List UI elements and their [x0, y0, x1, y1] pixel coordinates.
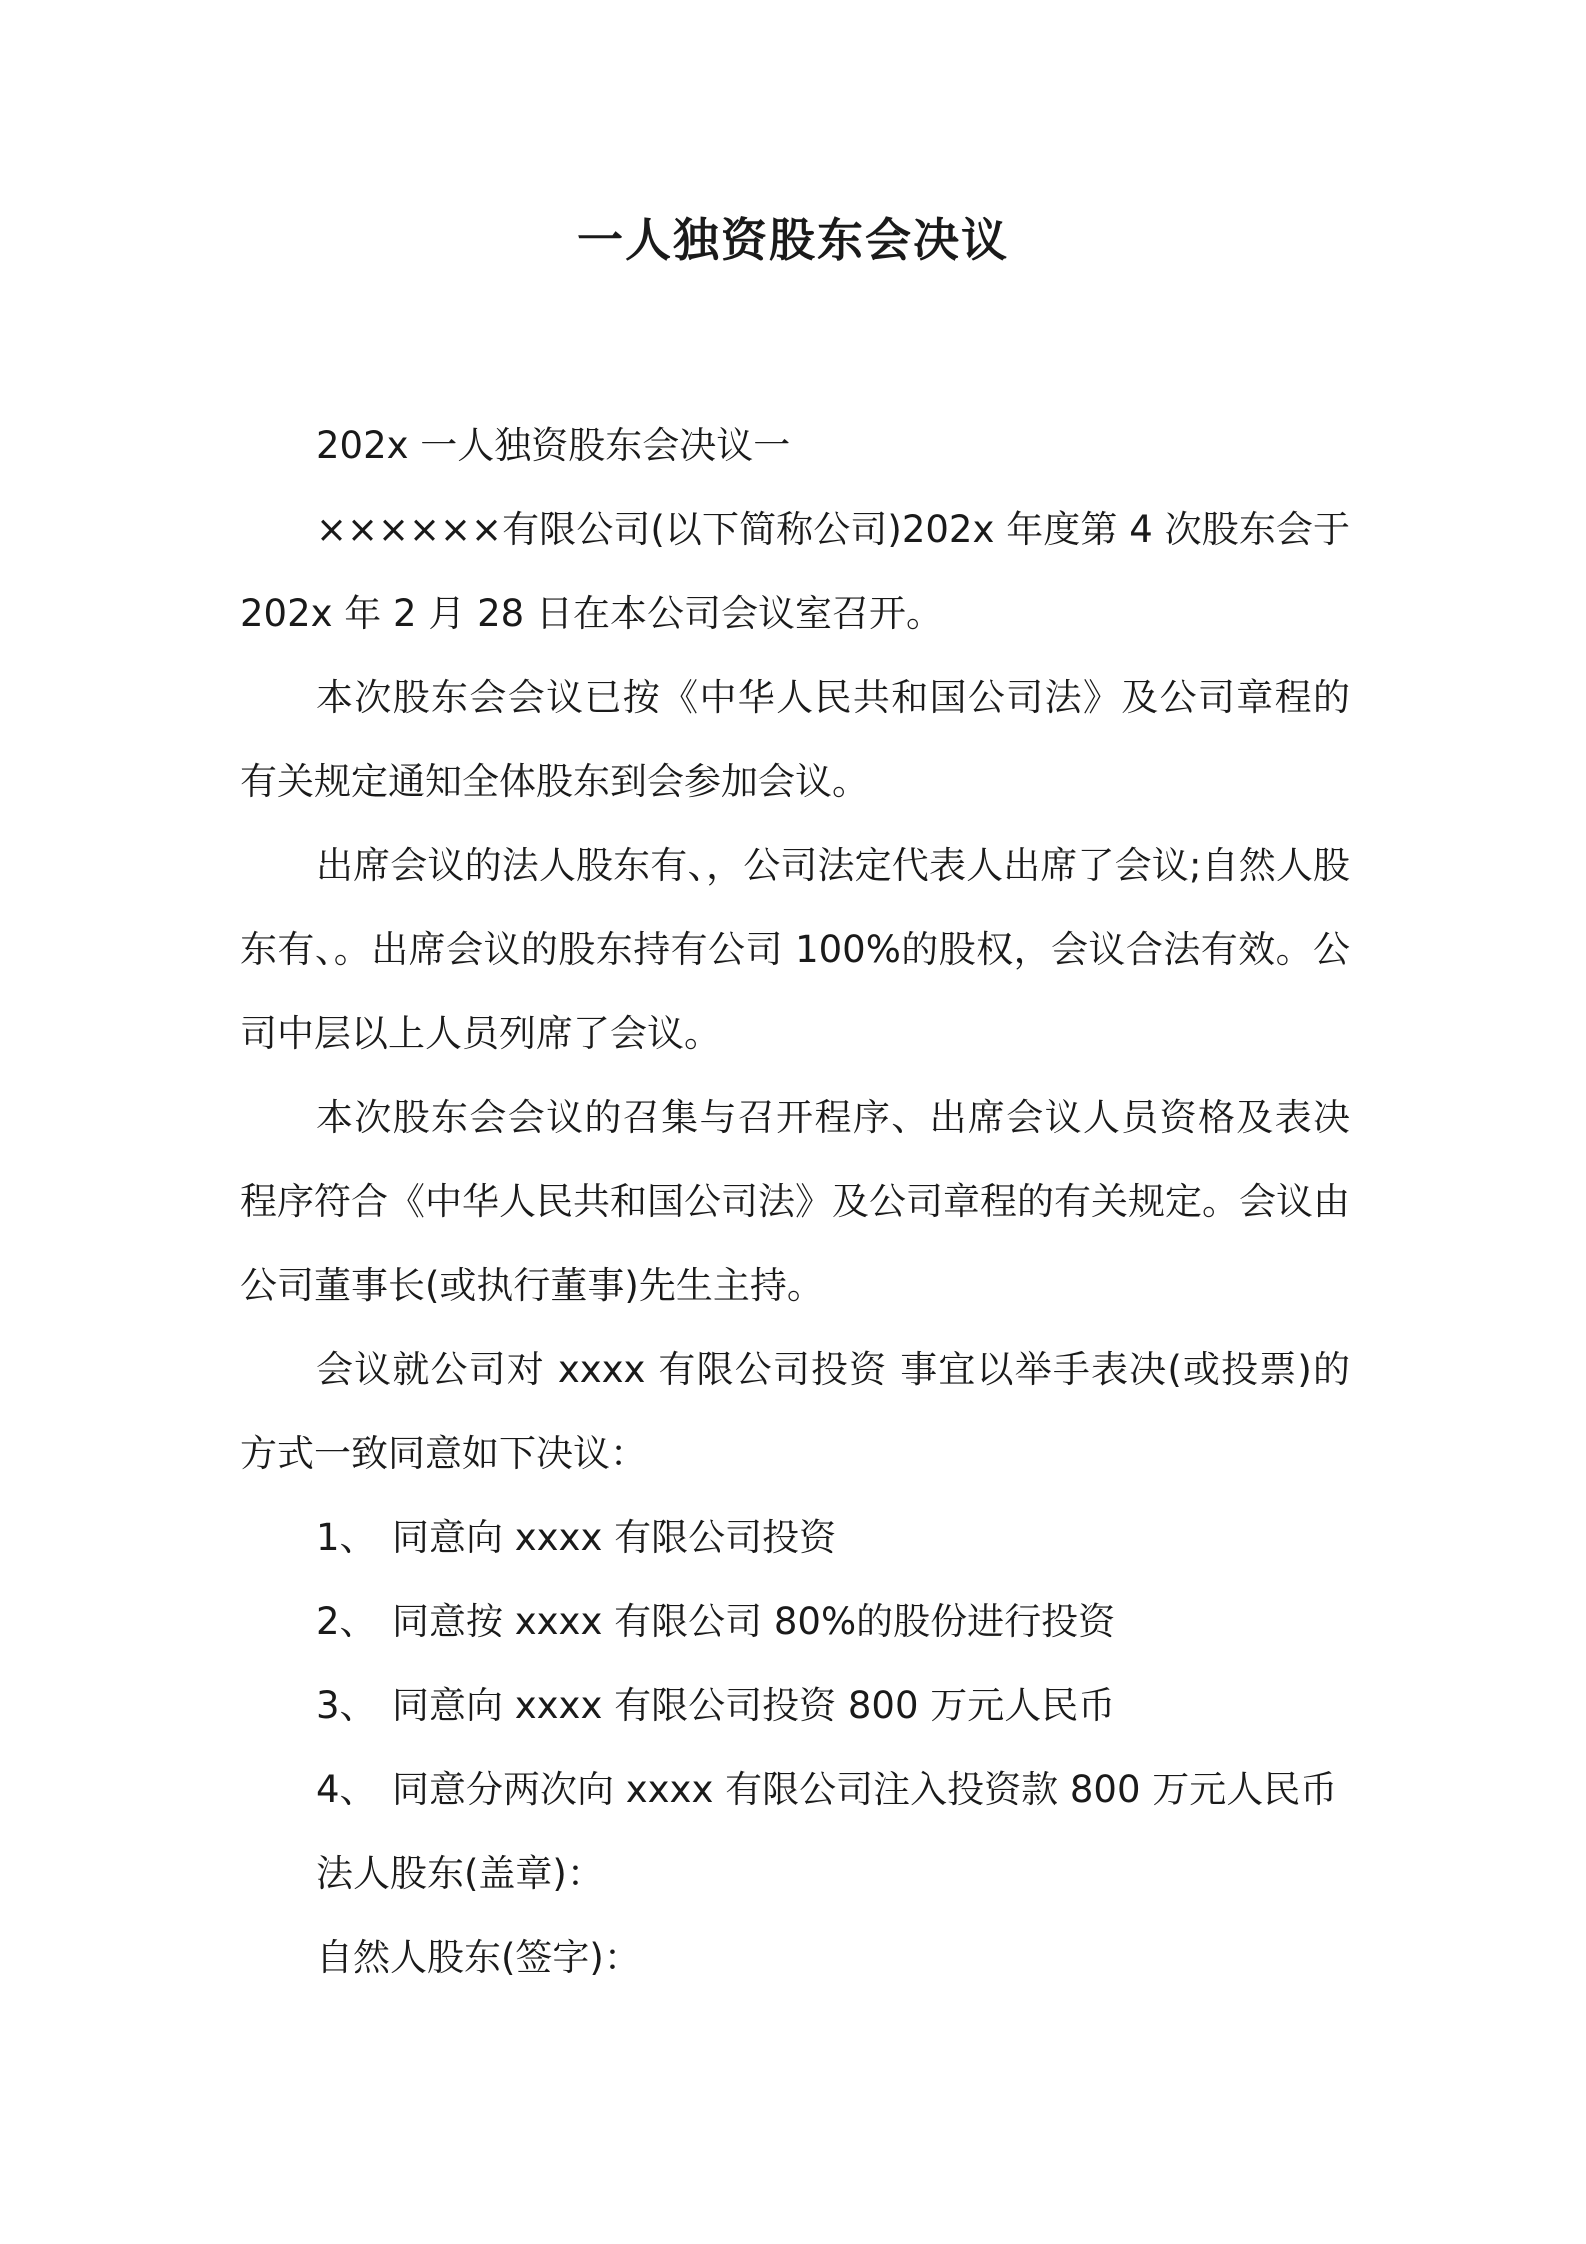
- paragraph-subtitle: 202x 一人独资股东会决议一: [316, 424, 791, 467]
- paragraph-notice: 本次股东会会议已按《中华人民共和国公司法》及公司章程的有关规定通知全体股东到会参加会议。: [240, 676, 1350, 803]
- paragraph-meeting-info: ××××××有限公司(以下简称公司)202x 年度第 4 次股东会于 202x 年 2 月 28 日在本公司会议室召开。: [240, 508, 1350, 635]
- resolution-text: 同意按 xxxx 有限公司 80%的股份进行投资: [392, 1600, 1116, 1643]
- resolution-text: 同意分两次向 xxxx 有限公司注入投资款 800 万元人民币: [392, 1768, 1338, 1811]
- resolution-item: [240, 1496, 1350, 1580]
- document-title: 一人独资股东会决议: [577, 213, 1009, 267]
- resolution-number: 4、: [316, 1768, 377, 1811]
- resolution-text: 同意向 xxxx 有限公司投资: [392, 1516, 837, 1559]
- resolution-item: [240, 1664, 1350, 1748]
- legal-person-signature-label: 法人股东(盖章)：: [316, 1852, 604, 1895]
- paragraph-attendance: 出席会议的法人股东有、，公司法定代表人出席了会议;自然人股东有、。出席会议的股东持有公司 100%的股权，会议合法有效。公司中层以上人员列席了会议。: [240, 844, 1350, 1055]
- resolution-number: 1、: [316, 1516, 377, 1559]
- paragraph-resolution-intro: 会议就公司对 xxxx 有限公司投资 事宜以举手表决(或投票)的方式一致同意如下决议：: [240, 1348, 1350, 1475]
- resolution-item: [240, 1748, 1350, 1832]
- resolution-number: 2、: [316, 1600, 377, 1643]
- resolution-item: [240, 1580, 1350, 1664]
- resolution-text: 同意向 xxxx 有限公司投资 800 万元人民币: [392, 1684, 1116, 1727]
- natural-person-signature-label: 自然人股东(签字)：: [316, 1936, 641, 1979]
- paragraph-procedure: 本次股东会会议的召集与召开程序、出席会议人员资格及表决程序符合《中华人民共和国公司法》及公司章程的有关规定。会议由公司董事长(或执行董事)先生主持。: [240, 1096, 1350, 1307]
- document-body: [240, 404, 1350, 2000]
- resolution-number: 3、: [316, 1684, 377, 1727]
